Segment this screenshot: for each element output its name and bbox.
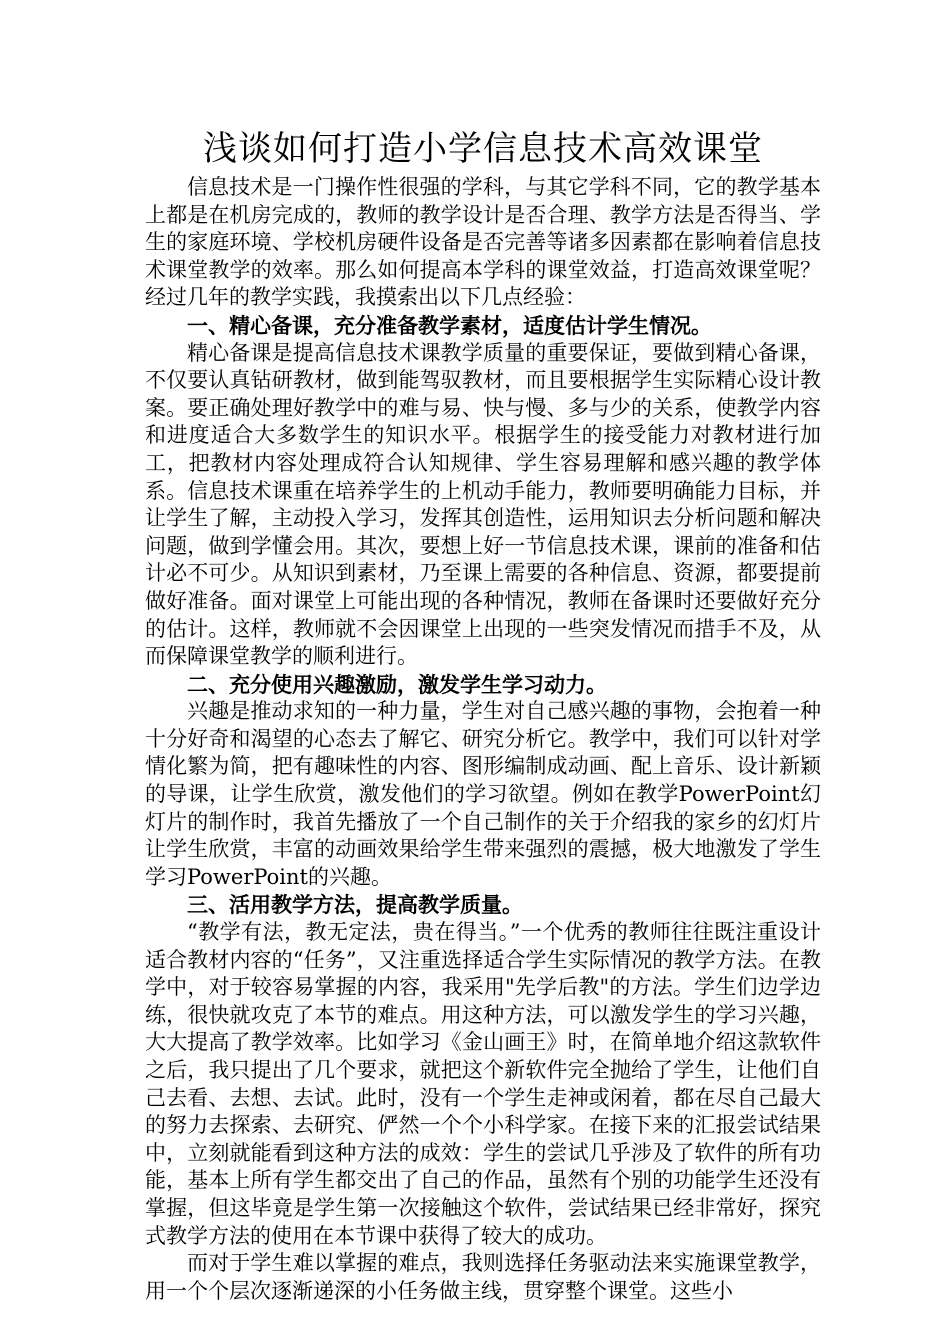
section-heading-3: 三、活用教学方法，提高教学质量。 bbox=[187, 892, 523, 918]
document-title: 浅谈如何打造小学信息技术高效课堂 bbox=[203, 129, 763, 169]
document-page bbox=[145, 128, 821, 1305]
intro-paragraph: 信息技术是一门操作性很强的学科，与其它学科不同，它的教学基本上都是在机房完成的，教师的教学设计是否合理、教学方法是否得当、学生的家庭环境、学校机房硬件设备是否完善等诸多因素都在影响着信息技术课堂教学的效率。那么如何提高本学科的课堂效益，打造高效课堂呢？经过几年的教学实践，我摸索出以下几点经验： bbox=[145, 175, 821, 310]
section-3-paragraph-2: 而对于学生难以掌握的难点，我则选择任务驱动法来实施课堂教学，用一个个层次逐渐递深的小任务做主线，贯穿整个课堂。这些小 bbox=[145, 1251, 821, 1303]
section-2-paragraph-1: 兴趣是推动求知的一种力量，学生对自己感兴趣的事物，会抱着一种十分好奇和渴望的心态去了解它、研究分析它。教学中，我们可以针对学情化繁为简，把有趣味性的内容、图形编制成动画、配上音乐、设计新颖的导课，让学生欣赏，激发他们的学习欲望。例如在教学PowerPoint幻灯片的制作时，我首先播放了一个自己制作的关于介绍我的家乡的幻灯片让学生欣赏，丰富的动画效果给学生带来强烈的震撼，极大地激发了学生学习PowerPoint的兴趣。 bbox=[145, 699, 821, 889]
section-1-paragraph-1: 精心备课是提高信息技术课教学质量的重要保证，要做到精心备课，不仅要认真钻研教材，做到能驾驭教材，而且要根据学生实际精心设计教案。要正确处理好教学中的难与易、快与慢、多与少的关系，使教学内容和进度适合大多数学生的知识水平。根据学生的接受能力对教材进行加工，把教材内容处理成符合认知规律、学生容易理解和感兴趣的教学体系。信息技术课重在培养学生的上机动手能力，教师要明确能力目标，并让学生了解，主动投入学习，发挥其创造性，运用知识去分析问题和解决问题，做到学懂会用。其次，要想上好一节信息技术课，课前的准备和估计必不可少。从知识到素材，乃至课上需要的各种信息、资源，都要提前做好准备。面对课堂上可能出现的各种情况，教师在备课时还要做好充分的估计。这样，教师就不会因课堂上出现的一些突发情况而措手不及，从而保障课堂教学的顺利进行。 bbox=[145, 340, 821, 669]
section-3-paragraph-1: “教学有法，教无定法，贵在得当。”一个优秀的教师往往既注重设计适合教材内容的“任务”，又注重选择适合学生实际情况的教学方法。在教学中，对于较容易掌握的内容，我采用"先学后教"的方法。学生们边学边练，很快就攻克了本节的难点。用这种方法，可以激发学生的学习兴趣，大大提高了教学效率。比如学习《金山画王》时，在简单地介绍这款软件之后，我只提出了几个要求，就把这个新软件完全抛给了学生，让他们自己去看、去想、去试。此时，没有一个学生走神或闲着，都在尽自己最大的努力去探索、去研究、俨然一个个小科学家。在接下来的汇报尝试结果中，立刻就能看到这种方法的成效：学生的尝试几乎涉及了软件的所有功能，基本上所有学生都交出了自己的作品，虽然有个别的功能学生还没有掌握，但这毕竟是学生第一次接触这个软件，尝试结果已经非常好，探究式教学方法的使用在本节课中获得了较大的成功。 bbox=[145, 920, 821, 1248]
section-heading-2: 二、充分使用兴趣激励，激发学生学习动力。 bbox=[187, 671, 607, 697]
section-heading-1: 一、精心备课，充分准备教学素材，适度估计学生情况。 bbox=[187, 312, 712, 338]
